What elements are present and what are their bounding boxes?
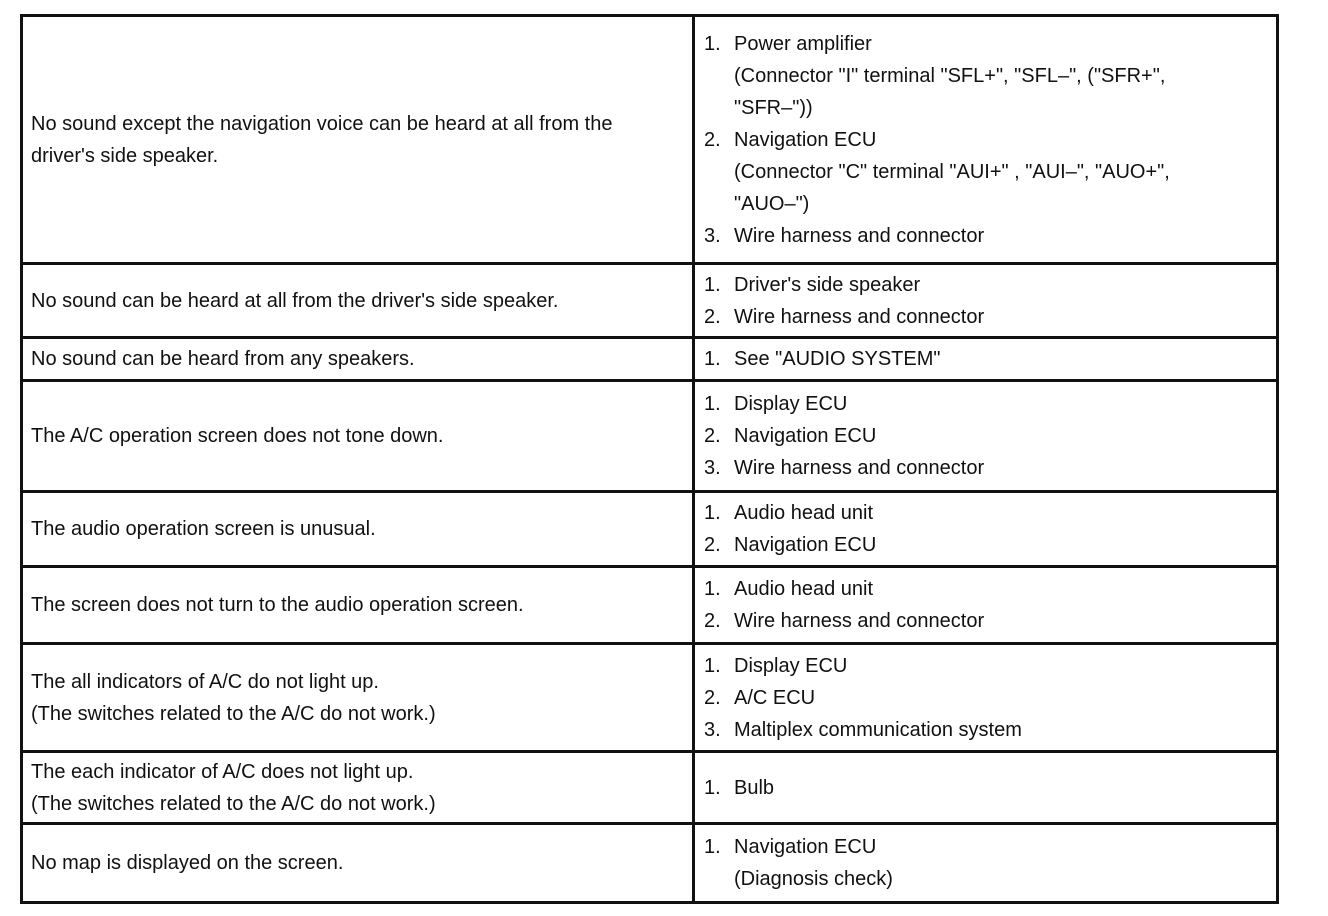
suspect-part-item — [704, 452, 1276, 484]
part-text: Audio head unit — [734, 502, 874, 524]
suspect-part-item — [704, 269, 1276, 301]
part-text: (Diagnosis check) — [734, 868, 893, 890]
suspect-parts-cell — [694, 567, 1278, 644]
part-text: Navigation ECU — [734, 128, 877, 151]
suspect-part-item — [704, 28, 1276, 124]
symptom-cell — [22, 824, 694, 903]
part-number: 1. — [704, 348, 721, 370]
part-text: Wire harness and connector — [734, 224, 985, 247]
part-text: Maltiplex communication system — [734, 718, 1022, 741]
suspect-part-item — [704, 420, 1276, 452]
symptom-text: The audio operation screen is unusual. — [31, 518, 376, 540]
symptom-text: The each indicator of A/C does not light up. — [31, 760, 414, 783]
part-number: 2. — [704, 686, 721, 709]
symptom-text: No sound except the navigation voice can be heard at all from the — [31, 112, 613, 135]
suspect-parts-cell — [694, 264, 1278, 338]
symptom-cell — [22, 644, 694, 752]
part-text-group — [734, 343, 1276, 375]
table-row — [22, 492, 1278, 567]
part-text: (Connector "C" terminal "AUI+" , "AUI–", "AUO+", — [734, 160, 1170, 183]
part-number: 1. — [704, 578, 721, 600]
part-text: (Connector "I" terminal "SFL+", "SFL–", ("SFR+", — [734, 64, 1166, 87]
suspect-part-item — [704, 772, 1276, 804]
symptom-cell — [22, 752, 694, 824]
part-number: 3. — [704, 718, 721, 741]
part-number: 1. — [704, 776, 721, 799]
part-number: 2. — [704, 610, 721, 632]
symptom-text: The A/C operation screen does not tone down. — [31, 425, 444, 447]
suspect-part-item — [704, 497, 1276, 529]
suspect-parts-cell — [694, 338, 1278, 381]
symptom-text: (The switches related to the A/C do not work.) — [31, 792, 436, 815]
part-text: Driver's side speaker — [734, 273, 921, 296]
part-text-group — [734, 497, 1276, 529]
part-text: Bulb — [734, 776, 775, 799]
suspect-part-item — [704, 650, 1276, 682]
symptom-cell — [22, 381, 694, 492]
symptom-text: (The switches related to the A/C do not work.) — [31, 702, 436, 725]
symptom-text: No sound can be heard at all from the driver's side speaker. — [31, 289, 559, 312]
symptom-cell — [22, 264, 694, 338]
part-text: "SFR–")) — [734, 96, 813, 119]
symptom-cell — [22, 16, 694, 264]
part-text-group — [734, 831, 1276, 895]
suspect-part-item — [704, 529, 1276, 561]
part-text-group — [734, 124, 1276, 220]
suspect-part-item — [704, 714, 1276, 746]
symptom-cell — [22, 338, 694, 381]
part-text-group — [734, 714, 1276, 746]
suspect-parts-cell — [694, 16, 1278, 264]
part-number: 1. — [704, 32, 721, 55]
part-text: "AUO–") — [734, 192, 810, 215]
suspect-part-item — [704, 831, 1276, 895]
symptom-text: No map is displayed on the screen. — [31, 852, 344, 874]
part-text-group — [734, 301, 1276, 333]
symptom-cell — [22, 567, 694, 644]
suspect-parts-cell — [694, 492, 1278, 567]
suspect-part-item — [704, 388, 1276, 420]
part-number: 3. — [704, 224, 721, 247]
part-text: Navigation ECU — [734, 534, 877, 556]
part-number: 1. — [704, 502, 721, 524]
table-row — [22, 338, 1278, 381]
part-number: 2. — [704, 425, 721, 447]
suspect-parts-cell — [694, 381, 1278, 492]
symptom-text: The all indicators of A/C do not light up. — [31, 670, 379, 693]
suspect-parts-cell — [694, 824, 1278, 903]
suspect-part-item — [704, 682, 1276, 714]
suspect-part-item — [704, 220, 1276, 252]
table-row — [22, 16, 1278, 264]
part-text: Power amplifier — [734, 32, 872, 55]
part-text: Display ECU — [734, 393, 848, 415]
part-number: 2. — [704, 128, 721, 151]
table-row — [22, 381, 1278, 492]
part-text-group — [734, 420, 1276, 452]
part-number: 3. — [704, 457, 721, 479]
symptom-text: No sound can be heard from any speakers. — [31, 348, 415, 370]
part-text-group — [734, 682, 1276, 714]
suspect-part-item — [704, 573, 1276, 605]
part-number: 2. — [704, 305, 721, 328]
part-text-group — [734, 772, 1276, 804]
troubleshooting-table — [20, 14, 1279, 904]
table-row — [22, 567, 1278, 644]
part-text: Navigation ECU — [734, 425, 877, 447]
part-text: Wire harness and connector — [734, 610, 985, 632]
part-text-group — [734, 388, 1276, 420]
part-text-group — [734, 220, 1276, 252]
part-text: Wire harness and connector — [734, 305, 985, 328]
suspect-part-item — [704, 605, 1276, 637]
symptom-text: The screen does not turn to the audio operation screen. — [31, 594, 524, 616]
part-text-group — [734, 269, 1276, 301]
part-text: Wire harness and connector — [734, 457, 985, 479]
part-text-group — [734, 605, 1276, 637]
suspect-parts-cell — [694, 752, 1278, 824]
part-number: 1. — [704, 836, 721, 858]
part-text-group — [734, 573, 1276, 605]
part-text: Navigation ECU — [734, 836, 877, 858]
part-text-group — [734, 452, 1276, 484]
table-body — [22, 16, 1278, 903]
part-text: A/C ECU — [734, 686, 816, 709]
part-text-group — [734, 28, 1276, 124]
table-row — [22, 644, 1278, 752]
table-row — [22, 824, 1278, 903]
part-text-group — [734, 529, 1276, 561]
table-row — [22, 752, 1278, 824]
symptom-text: driver's side speaker. — [31, 144, 219, 167]
part-text: Audio head unit — [734, 578, 874, 600]
part-number: 2. — [704, 534, 721, 556]
suspect-part-item — [704, 301, 1276, 333]
table-row — [22, 264, 1278, 338]
part-text: Display ECU — [734, 654, 848, 677]
suspect-part-item — [704, 343, 1276, 375]
symptom-cell — [22, 492, 694, 567]
part-text: See "AUDIO SYSTEM" — [734, 348, 941, 370]
suspect-parts-cell — [694, 644, 1278, 752]
suspect-part-item — [704, 124, 1276, 220]
part-number: 1. — [704, 393, 721, 415]
part-text-group — [734, 650, 1276, 682]
part-number: 1. — [704, 654, 721, 677]
part-number: 1. — [704, 273, 721, 296]
